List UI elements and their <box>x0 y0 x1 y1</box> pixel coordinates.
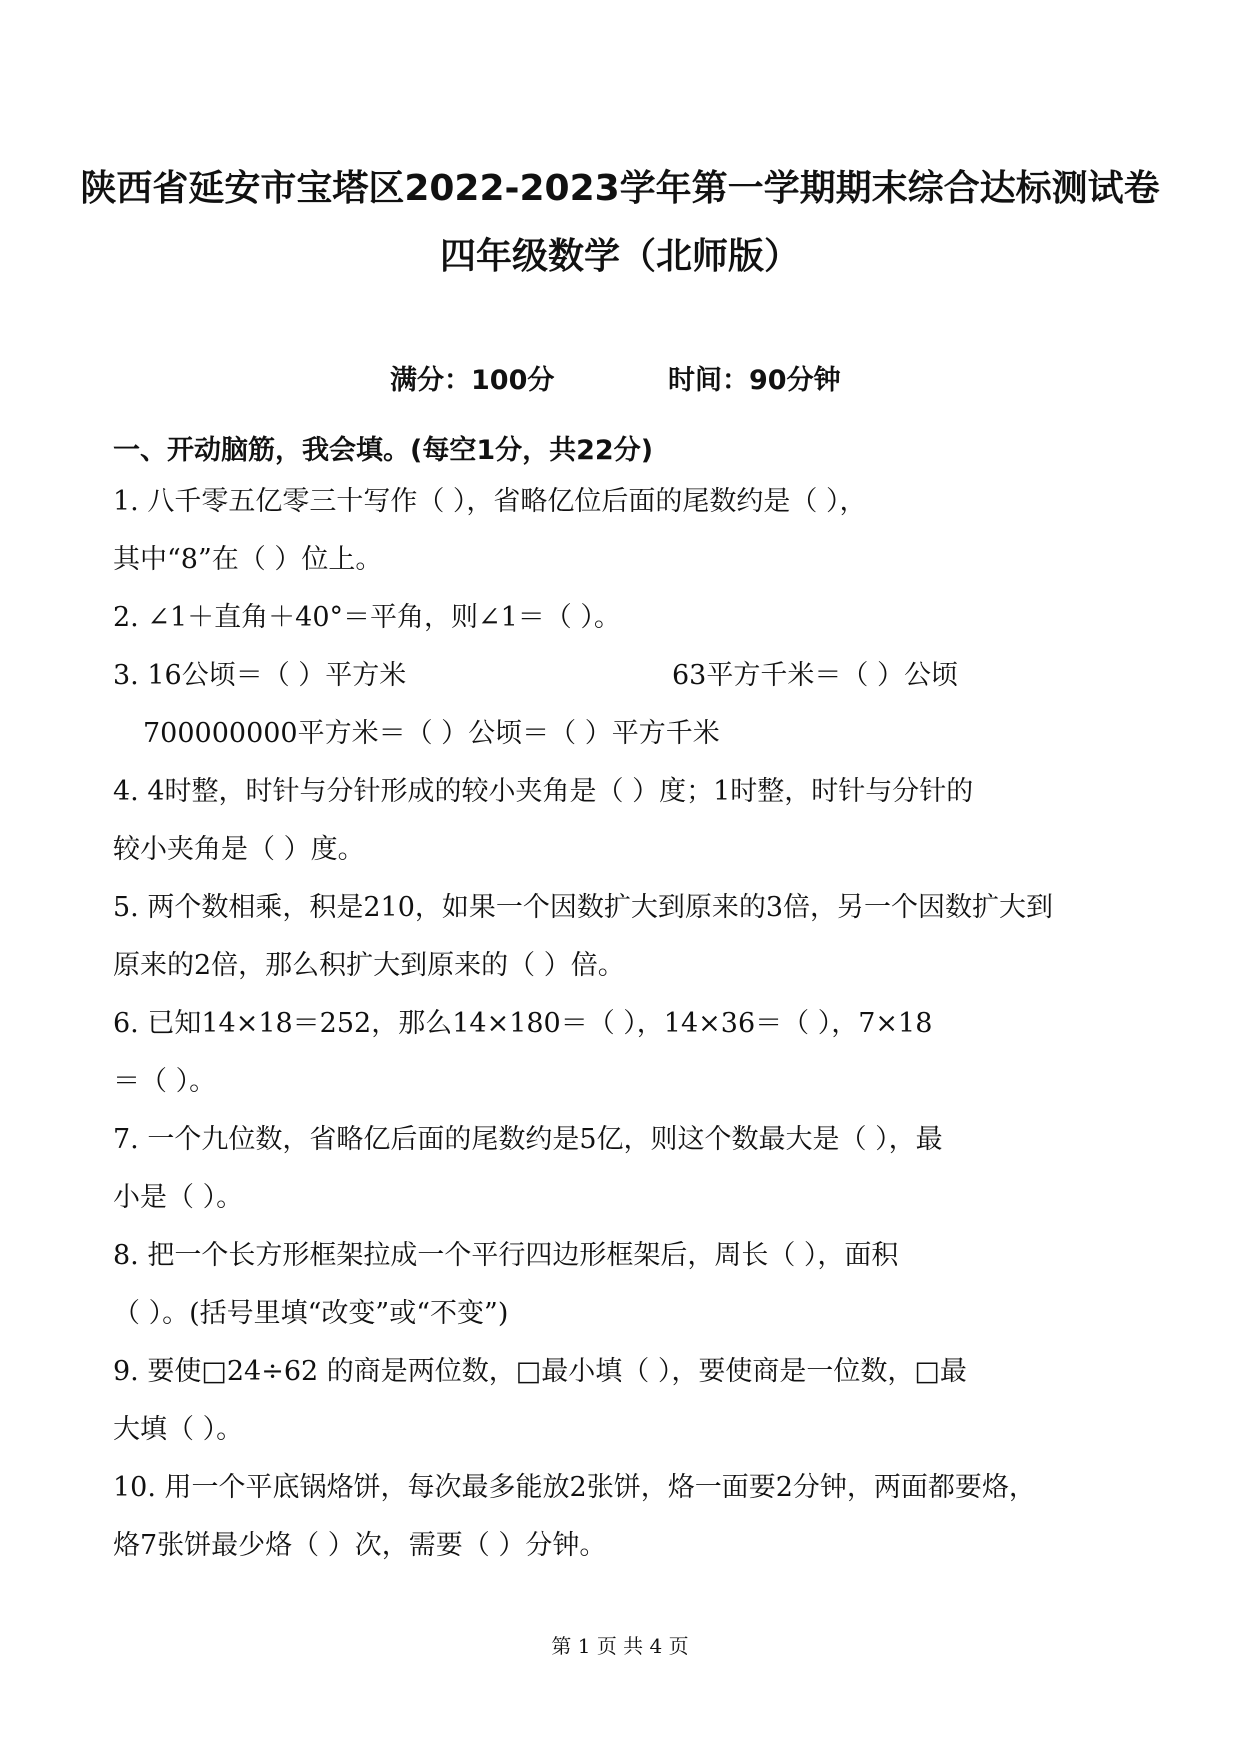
question-2-line-1: 2. ∠1＋直角＋40°＝平角，则∠1＝（ ）。 <box>113 602 621 633</box>
question-6-line-2: ＝（ ）。 <box>113 1066 217 1097</box>
question-3-part-b: 63平方千米＝（ ）公顷 <box>672 660 958 691</box>
section-heading: 一、开动脑筋，我会填。(每空1分，共22分) <box>113 435 654 466</box>
question-8-line-1: 8. 把一个长方形框架拉成一个平行四边形框架后，周长（ ），面积 <box>113 1240 899 1271</box>
full-score: 满分：100分 <box>390 365 555 396</box>
question-1-line-1: 1. 八千零五亿零三十写作（ ），省略亿位后面的尾数约是（ ）， <box>113 486 867 517</box>
question-9-line-1: 9. 要使□24÷62 的商是两位数，□最小填（ ），要使商是一位数，□最 <box>113 1356 967 1387</box>
exam-title: 陕西省延安市宝塔区2022-2023学年第一学期期末综合达标测试卷 <box>80 168 1160 209</box>
page-number: 第 1 页 共 4 页 <box>551 1634 689 1658</box>
question-8-line-2: （ ）。(括号里填“改变”或“不变”) <box>113 1298 509 1329</box>
question-3-part-a: 3. 16公顷＝（ ）平方米 <box>113 660 407 691</box>
question-3-line-2: 700000000平方米＝（ ）公顷＝（ ）平方千米 <box>143 718 720 749</box>
question-10-line-1: 10. 用一个平底锅烙饼，每次最多能放2张饼，烙一面要2分钟，两面都要烙， <box>113 1472 1036 1503</box>
question-4-line-1: 4. 4时整，时针与分针形成的较小夹角是（ ）度；1时整，时针与分针的 <box>113 776 974 807</box>
question-6-line-1: 6. 已知14×18＝252，那么14×180＝（ ），14×36＝（ ），7×18 <box>113 1008 933 1039</box>
question-7-line-2: 小是（ ）。 <box>113 1182 244 1213</box>
exam-subtitle: 四年级数学（北师版） <box>439 236 800 277</box>
question-3-line-1 <box>113 654 1133 698</box>
question-7-line-1: 7. 一个九位数，省略亿后面的尾数约是5亿，则这个数最大是（ ），最 <box>113 1124 943 1155</box>
question-1-line-2: 其中“8”在（ ）位上。 <box>113 544 383 575</box>
question-10-line-2: 烙7张饼最少烙（ ）次，需要（ ）分钟。 <box>113 1530 607 1561</box>
question-9-line-2: 大填（ ）。 <box>113 1414 244 1445</box>
question-5-line-1: 5. 两个数相乘，积是210，如果一个因数扩大到原来的3倍，另一个因数扩大到 <box>113 892 1054 923</box>
question-4-line-2: 较小夹角是（ ）度。 <box>113 834 365 865</box>
question-5-line-2: 原来的2倍，那么积扩大到原来的（ ）倍。 <box>113 950 625 981</box>
exam-time: 时间：90分钟 <box>668 365 841 396</box>
